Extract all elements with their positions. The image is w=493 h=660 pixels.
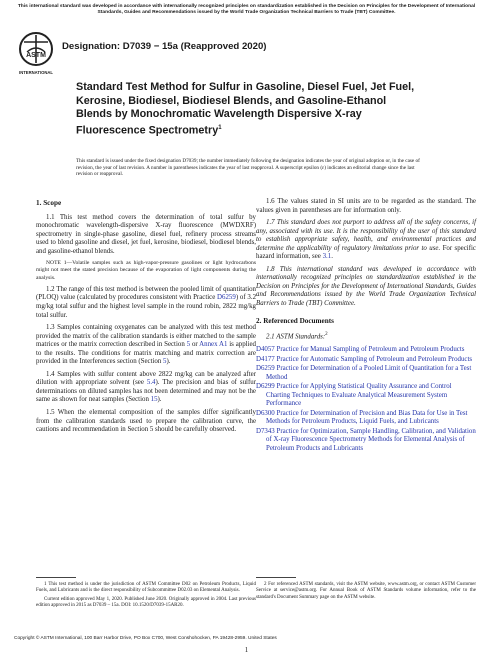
logo-text: INTERNATIONAL: [19, 70, 53, 75]
left-column: [36, 198, 256, 439]
page-title: [76, 81, 416, 138]
right-column: [256, 198, 476, 455]
scope-heading: 1. Scope: [36, 199, 62, 207]
para-1-3: 1.3 Samples containing oxygenates can be analyzed with this test method provided the matrix of the calibration standards is either matched to the sample matrices or the matrix correction described in Section 5 or Annex A1 is applied to the results. The conditions for matrix matching and matrix correction are provided in the Interferences section (Section 5).: [36, 324, 256, 366]
reference-list: [256, 346, 476, 454]
link-3-1[interactable]: 3.1: [322, 253, 332, 261]
para-1-7: 1.7 This standard does not purport to address all of the safety concerns, if any, associated with its use. It is the responsibility of the user of this standard to establish appropriate safety, health, and environmental practices and determine the applicability of regulatory limitations prior to use. For specific hazard information, see 3.1.: [256, 219, 476, 261]
reference-item[interactable]: D6259 Practice for Determination of a Pooled Limit of Quantitation for a Test Method: [256, 365, 472, 381]
footnote-1-edition: Current edition approved May 1, 2020. Published June 2020. Originally approved in 2004. Last previous edition approved in 2015 as D7039 – 15a. DOI: 10.1520/D7039-15AR20.: [36, 596, 256, 609]
reference-item[interactable]: D4177 Practice for Automatic Sampling of Petroleum and Petroleum Products: [256, 355, 473, 363]
designation: Designation: D7039 − 15a (Reapproved 2020): [62, 41, 267, 52]
para-1-6: 1.6 The values stated in SI units are to be regarded as the standard. The values given in parentheses are for information only.: [256, 198, 476, 214]
footnote-2: 2 For referenced ASTM standards, visit the ASTM website, www.astm.org, or contact ASTM Customer Service at service@astm.org. For Annual Book of ASTM Standards volume information, refer to the standard's Document Summary page on the ASTM website.: [256, 582, 476, 600]
footnote-rule-left: [36, 577, 76, 578]
page-number: 1: [244, 646, 249, 654]
referenced-docs-heading: 2. Referenced Documents: [256, 316, 334, 325]
footnote-rule-right: [256, 577, 296, 578]
link-section-15[interactable]: 15: [150, 396, 158, 404]
para-1-4: 1.4 Samples with sulfur content above 2822 mg/kg can be analyzed after dilution with appropriate solvent (see 5.4). The precision and bias of sulfur determinations on diluted samples has not been determined and may not be the same as shown for neat samples (Section 15).: [36, 370, 256, 404]
title-text: Standard Test Method for Sulfur in Gasoline, Diesel Fuel, Jet Fuel, Kerosine, Biodiesel, Biodiesel Blends, and Gasoline-Ethanol Blends by Monochromatic Wavelength Dispersive X-ray Fluorescence Spectrometry: [76, 81, 415, 137]
para-1-1: 1.1 This test method covers the determination of total sulfur by monochromatic wavelength-dispersive X-ray fluorescence (MWDXRF) spectrometry in single-phase gasoline, diesel fuel, refinery process streams used to blend gasoline and diesel, jet fuel, kerosine, biodiesel, biodiesel blends, and gasoline-ethanol blends.: [36, 213, 256, 255]
copyright-line: Copyright © ASTM International, 100 Barr Harbor Drive, PO Box C700, West Conshohocken, PA 19428-2959. United States: [14, 636, 277, 641]
astm-logo-icon: [17, 30, 55, 76]
reference-item[interactable]: D6300 Practice for Determination of Precision and Bias Data for Use in Test Methods for Petroleum Products, Liquid Fuels, and Lubricants: [256, 409, 468, 426]
para-2-1: 2.1 ASTM Standards:$^2$: [266, 332, 328, 341]
title-footnote-marker: 1: [218, 124, 222, 131]
link-section-5[interactable]: 5: [186, 341, 191, 349]
tbt-notice: This international standard was developed in accordance with internationally recognized principles on standardization established in the Decision on Principles for the Development of International Standards, Guides and Recommendations issued by the World Trade Organization Technical Barriers to Trade (TBT) Committee.: [17, 4, 476, 15]
link-d6259[interactable]: D6259: [217, 294, 236, 302]
para-1-8: 1.8 This international standard was developed in accordance with internationally recognized principles on standardization established in the Decision on Principles for the Development of International Standards, Guides and Recommendations issued by the World Trade Organization Technical Barriers to Trade (TBT) Committee.: [256, 265, 476, 308]
link-section-5b[interactable]: 5: [163, 358, 167, 366]
note-1: NOTE 1—Volatile samples such as high-vapor-pressure gasolines or light hydrocarbons might not meet the stated precision because of the evaporation of light components during the analysis.: [36, 260, 256, 281]
para-1-5: 1.5 When the elemental composition of the samples differ significantly from the calibration standards used to prepare the calibration curve, the cautions and recommendation in Section 5 should be carefully observed.: [36, 409, 256, 434]
footnotes-right: [256, 582, 476, 603]
reference-item[interactable]: D6299 Practice for Applying Statistical Quality Assurance and Control Charting Techniques to Evaluate Analytical Measurement System Performance: [256, 383, 452, 408]
reference-item[interactable]: D4057 Practice for Manual Sampling of Petroleum and Petroleum Products: [256, 345, 465, 353]
standard-note: This standard is issued under the fixed designation D7039; the number immediately following the designation indicates the year of original adoption or, in the case of revision, the year of last revision. A number in parentheses indicates the year of last reapproval. A superscript epsilon (ε) indicates an editorial change since the last revision or reapproval.: [76, 158, 420, 178]
reference-item[interactable]: D7343 Practice for Optimization, Sample Handling, Calibration, and Validation of X-ray Fluorescence Spectrometry Methods for Elemental Analysis of Petroleum Products and Lubricants: [256, 427, 476, 452]
footnote-1: 1 This test method is under the jurisdiction of ASTM Committee D02 on Petroleum Products, Liquid Fuels, and Lubricants and is the direct responsibility of Subcommittee D02.03 on Elemental Analysis.: [36, 582, 256, 594]
link-annex-a1[interactable]: Annex A1: [199, 341, 228, 349]
footnotes-left: [36, 582, 256, 612]
svg-text:ASTM: ASTM: [26, 52, 46, 59]
para-1-2: 1.2 The range of this test method is between the pooled limit of quantitation (PLOQ) value (calculated by procedures consistent with Practice D6259) of 3.2 mg/kg total sulfur and the highest level sample in the round robin, 2822 mg/kg total sulfur.: [36, 285, 257, 319]
astm-logo: [17, 30, 55, 76]
link-5-4[interactable]: 5.4: [146, 379, 156, 387]
